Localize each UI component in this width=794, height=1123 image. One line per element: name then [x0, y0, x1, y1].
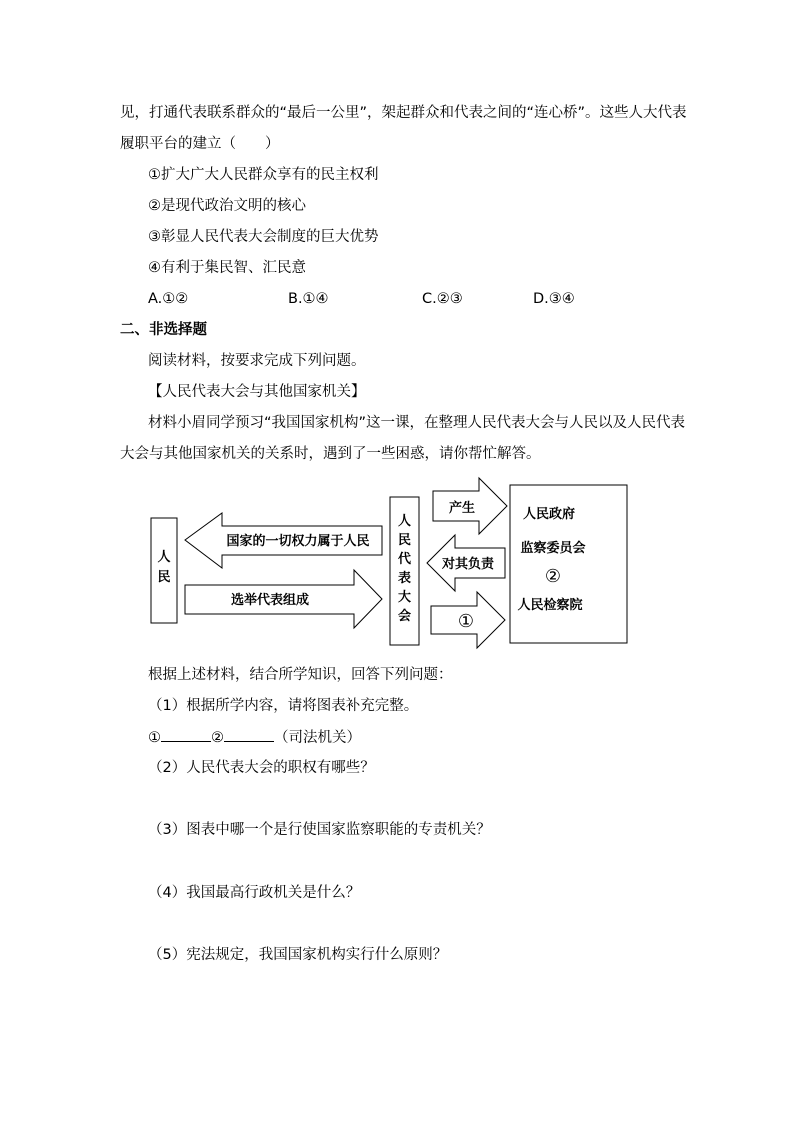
- material-title: 【人民代表大会与其他国家机关】: [148, 384, 366, 400]
- question-1-blanks: [148, 727, 361, 748]
- arrow-power-label: 国家的一切权力属于人民: [226, 534, 370, 549]
- section-heading: 二、非选择题: [120, 322, 207, 338]
- npc-box-char: 表: [397, 571, 412, 586]
- answer-blank-2[interactable]: [224, 727, 274, 742]
- question-4: （4）我国最高行政机关是什么？: [148, 885, 361, 901]
- instruction: 阅读材料，按要求完成下列问题。: [148, 353, 366, 369]
- npc-box-char: 大: [397, 590, 412, 605]
- npc-box-char: 人: [397, 514, 412, 529]
- option-d: D.③④: [533, 291, 575, 307]
- npc-box-char: 代: [397, 552, 412, 567]
- statement-3: ③彰显人民代表大会制度的巨大优势: [148, 229, 379, 245]
- option-b: B.①④: [288, 291, 329, 307]
- blank-label-1: ①: [148, 730, 161, 746]
- people-box-char-1: 人: [157, 550, 171, 565]
- organ-government: 人民政府: [522, 507, 576, 522]
- material-line1: 材料小眉同学预习“我国国家机构”这一课，在整理人民代表大会与人民以及人民代表: [148, 415, 686, 431]
- arrow-elect-label: 选举代表组成: [230, 593, 310, 608]
- organ-blank-two: ②: [544, 566, 562, 587]
- organ-procuratorate: 人民检察院: [517, 598, 583, 613]
- npc-box-char: 民: [397, 533, 412, 548]
- arrow-produce-label: 产生: [448, 501, 476, 516]
- question-stem-line1: 见，打通代表联系群众的“最后一公里”，架起群众和代表之间的“连心桥”。这些人大代表: [120, 105, 687, 121]
- question-stem-line2: 履职平台的建立（ ）: [120, 136, 280, 152]
- question-3: （3）图表中哪一个是行使国家监察职能的专责机关？: [148, 822, 491, 838]
- statement-4: ④有利于集民智、汇民意: [148, 260, 306, 276]
- blank-suffix: （司法机关）: [274, 730, 361, 746]
- answer-blank-1[interactable]: [161, 727, 211, 742]
- statement-2: ②是现代政治文明的核心: [148, 198, 306, 214]
- questions-intro: 根据上述材料，结合所学知识，回答下列问题：: [148, 667, 453, 683]
- option-c: C.②③: [422, 291, 463, 307]
- state-organs-diagram: [140, 475, 640, 655]
- material-line2: 大会与其他国家机关的关系时，遇到了一些困惑，请你帮忙解答。: [120, 446, 541, 462]
- arrow-responsible-label: 对其负责: [441, 557, 495, 572]
- npc-box-char: 会: [397, 609, 412, 624]
- blank-label-2: ②: [211, 730, 224, 746]
- arrow-blank-one-label: ①: [457, 611, 475, 632]
- question-5: （5）宪法规定，我国国家机构实行什么原则？: [148, 947, 448, 963]
- question-2: （2）人民代表大会的职权有哪些？: [148, 760, 375, 776]
- organ-supervisory: 监察委员会: [520, 541, 586, 556]
- statement-1: ①扩大广大人民群众享有的民主权利: [148, 167, 379, 183]
- question-1: （1）根据所学内容，请将图表补充完整。: [148, 698, 419, 714]
- people-box-char-2: 民: [157, 570, 171, 585]
- option-a: A.①②: [148, 291, 189, 307]
